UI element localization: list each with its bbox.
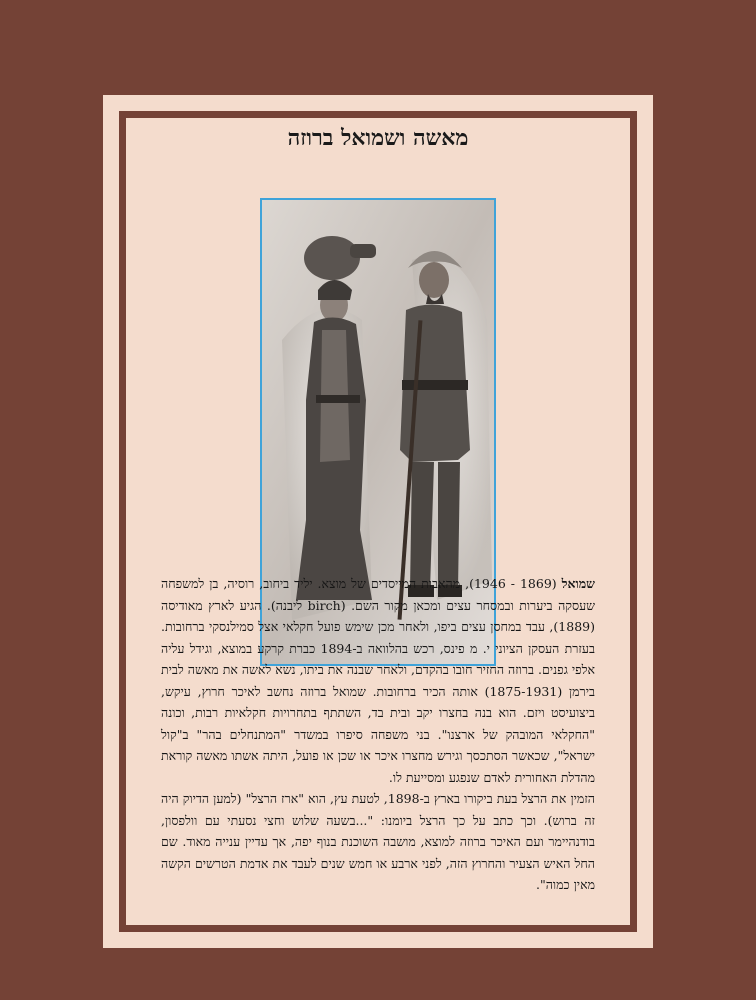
page-title: מאשה ושמואל ברוזה: [287, 125, 469, 151]
paragraph-1-body: (1869 - 1946), מהאבות המייסדים של מוצא. יליד ביחוב, רוסיה, בן למשפחה שעסקה ביערות ובמסחר עצים ומכאן מקור השם. (birch ליבנה). הגיע לארץ מאודיסה (1889), עבד במחסן עצים ביפו, ולאחר מכן שימש פועל חקלאי אצל סמילנסקי ברחובות. בעזרת העסקן הציוני י. מ פינס, רכש בהלוואה ב-1894 כברת קרקע במוצא, וגידל עליה אלפי גפנים. ברוזה החזיר חובו בהקדם, ולאחר שבנה את ביתו, נשא לאשה את מאשה לבית בירמן (1875-1931) אותה הכיר ברחובות. שמואל ברוזה נחשב לאיכר חרוץ, עיקש, ביצועיסט ויזם. הוא בנה בחצרו יקב ובית בד, השתתף בתחרויות חקלאיות רבות, וכונה "החקלאי המובהק של ארצנו". בני משפחה סיפרו במשדר "המתנחלים בהר" ב"קול ישראל", שכאשר הסתכסך וגירש מחצרו איכר או שכן או פועל, היתה אשתו מאשה קוראת מהדלת האחורית לאדם שנפגע ומסייעת לו.: [161, 576, 595, 785]
poster-card: [103, 95, 653, 948]
paragraph-1: [161, 573, 595, 788]
paragraph-2: הזמין את הרצל בעת ביקורו בארץ ב-1898, לטעת עץ, הוא "ארז הרצל" (למען הדיוק היה זה ברוש). וכך כתב על כך הרצל ביומנו: "...בשעה שלוש וחצי נסעתי עם וולפסון, בודנהיימר ועם האיכר ברוזה למוצא, מושבה השוכנת בנוף יפה, אך עדיין ענייה מאוד. שם החל האיש הצעיר והחרוץ הזה, לפני ארבע או חמש שנים לעבד את אדמת הטרשים הקשה מאין כמוה".: [161, 791, 596, 892]
paragraph-1-name: שמואל: [561, 576, 595, 591]
biography-text: [161, 573, 595, 896]
